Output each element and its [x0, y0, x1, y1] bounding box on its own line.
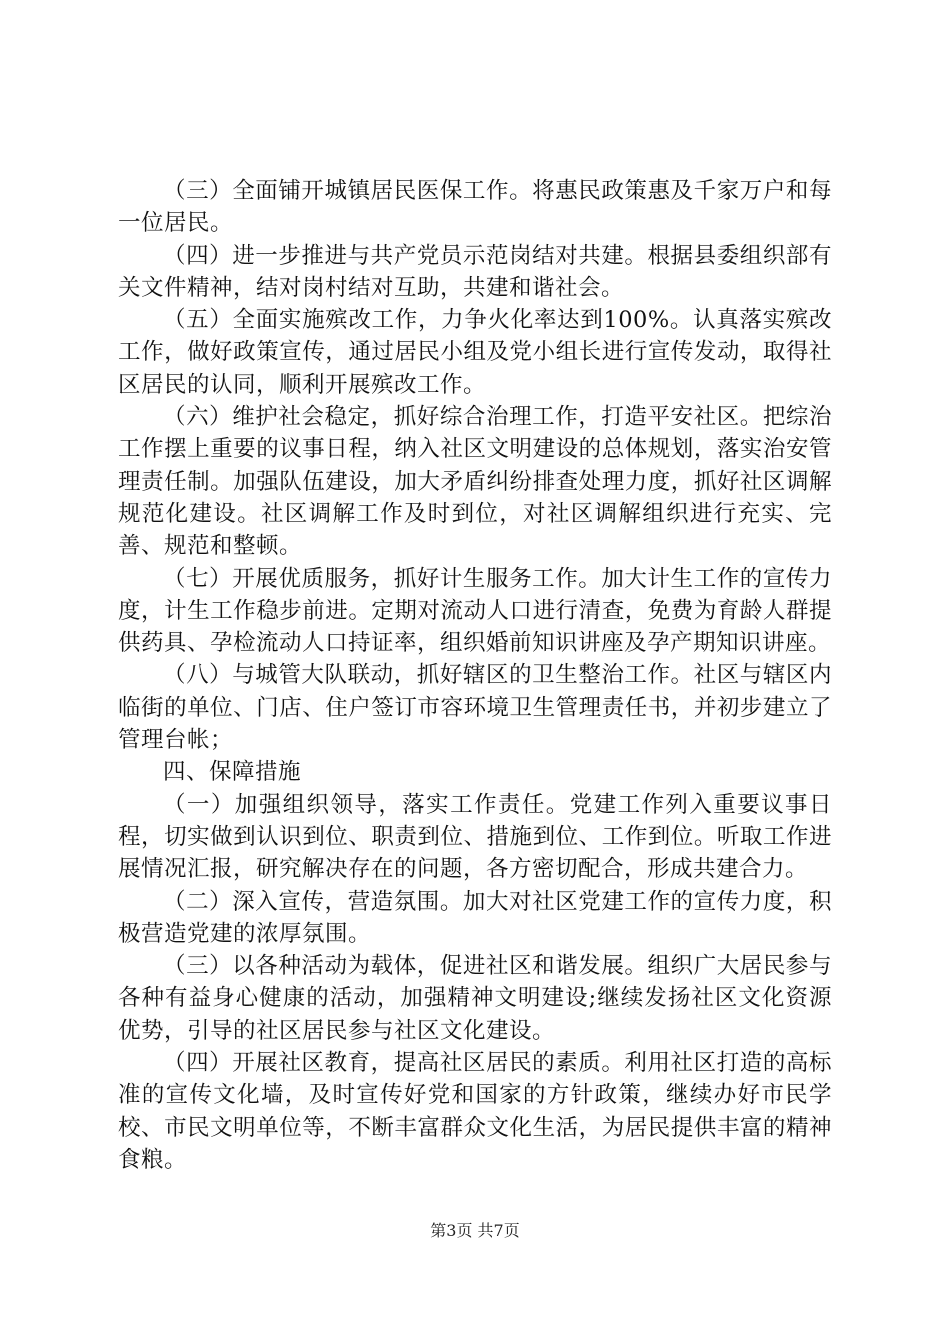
paragraph-3-medical-insurance: （三）全面铺开城镇居民医保工作。将惠民政策惠及千家万户和每一位居民。 [118, 178, 832, 237]
page-number-footer: 第3页 共7页 [430, 1221, 520, 1240]
paragraph-safeguard-3-activities: （三）以各种活动为载体，促进社区和谐发展。组织广大居民参与各种有益身心健康的活动，加强精神文明建设;继续发扬社区文化资源优势，引导的社区居民参与社区文化建设。 [118, 953, 832, 1044]
paragraph-safeguard-2-publicity: （二）深入宣传，营造氛围。加大对社区党建工作的宣传力度，积极营造党建的浓厚氛围。 [118, 888, 832, 947]
paragraph-safeguard-4-education: （四）开展社区教育，提高社区居民的素质。利用社区打造的高标准的宣传文化墙，及时宣传好党和国家的方针政策，继续办好市民学校、市民文明单位等，不断丰富群众文化生活，为居民提供丰富的精神食粮。 [118, 1050, 832, 1173]
paragraph-8-sanitation: （八）与城管大队联动，抓好辖区的卫生整治工作。社区与辖区内临街的单位、门店、住户签订市容环境卫生管理责任书，并初步建立了管理台帐； [118, 662, 832, 754]
paragraph-5-funeral-reform: （五）全面实施殡改工作，力争火化率达到100%。认真落实殡改工作，做好政策宣传，通过居民小组及党小组长进行宣传发动，取得社区居民的认同，顺利开展殡改工作。 [118, 307, 832, 398]
paragraph-4-party-pairing: （四）进一步推进与共产党员示范岗结对共建。根据县委组织部有关文件精神，结对岗村结对互助，共建和谐社会。 [118, 242, 832, 301]
document-body [118, 175, 832, 1176]
paragraph-6-social-stability: （六）维护社会稳定，抓好综合治理工作，打造平安社区。把综治工作摆上重要的议事日程，纳入社区文明建设的总体规划，落实治安管理责任制。加强队伍建设，加大矛盾纠纷排查处理力度，抓好社区调解规范化建设。社区调解工作及时到位，对社区调解组织进行充实、完善、规范和整顿。 [118, 404, 832, 560]
section-heading-safeguards: 四、保障措施 [163, 759, 302, 786]
paragraph-safeguard-1-leadership: （一）加强组织领导，落实工作责任。党建工作列入重要议事日程，切实做到认识到位、职责到位、措施到位、工作到位。听取工作进展情况汇报，研究解决存在的问题，各方密切配合，形成共建合力。 [118, 791, 832, 883]
paragraph-7-family-planning: （七）开展优质服务，抓好计生服务工作。加大计生工作的宣传力度，计生工作稳步前进。定期对流动人口进行清查，免费为育龄人群提供药具、孕检流动人口持证率，组织婚前知识讲座及孕产期知识讲座。 [118, 565, 832, 657]
